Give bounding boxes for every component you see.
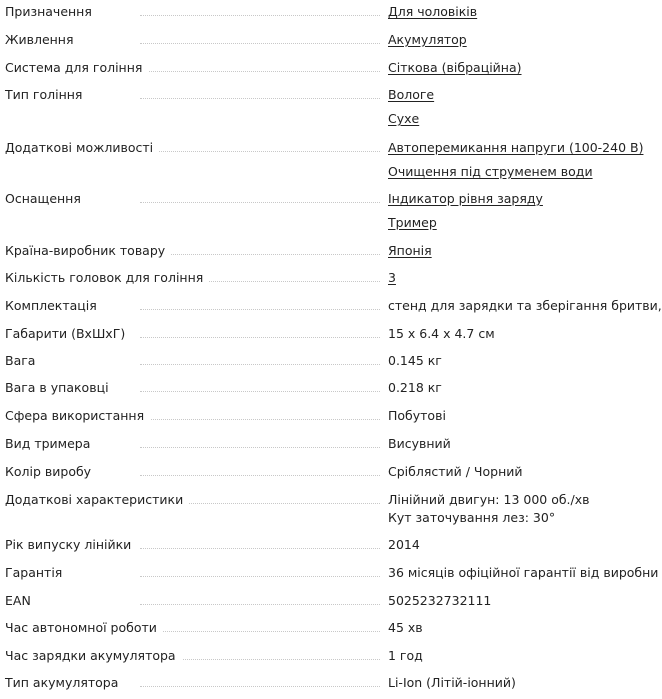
spec-values (388, 298, 662, 314)
dotted-leader (140, 98, 380, 99)
spec-values (388, 87, 618, 127)
spec-value: 36 місяців офіційної гарантії від виробни (388, 565, 659, 580)
spec-name (5, 380, 375, 396)
spec-name (5, 593, 375, 609)
spec-value-link[interactable]: Сухе (388, 111, 420, 126)
spec-name-label: Вага (5, 353, 41, 368)
spec-name-label: Сфера використання (5, 408, 150, 423)
spec-values (388, 537, 618, 553)
spec-name-label: Оснащення (5, 191, 87, 206)
spec-values (388, 60, 618, 76)
spec-values (388, 326, 618, 342)
spec-value: 45 хв (388, 620, 423, 635)
spec-name-label: Вага в упаковці (5, 380, 115, 395)
spec-values (388, 492, 618, 526)
dotted-leader (140, 151, 380, 152)
spec-value: Висувний (388, 436, 451, 451)
spec-name (5, 464, 375, 480)
spec-name (5, 243, 375, 259)
spec-values (388, 408, 618, 424)
spec-values (388, 675, 618, 691)
dotted-leader (140, 604, 380, 605)
dotted-leader (140, 71, 380, 72)
spec-name (5, 270, 375, 286)
spec-name (5, 648, 375, 664)
spec-name (5, 492, 375, 508)
dotted-leader (140, 391, 380, 392)
spec-values (388, 620, 618, 636)
spec-values (388, 140, 644, 180)
dotted-leader (140, 337, 380, 338)
spec-name (5, 565, 375, 581)
spec-value: Побутові (388, 408, 446, 423)
spec-value: 1 год (388, 648, 423, 663)
spec-value-link[interactable]: Японія (388, 243, 432, 258)
dotted-leader (140, 43, 380, 44)
spec-name (5, 620, 375, 636)
dotted-leader (140, 15, 380, 16)
spec-value-link[interactable]: 3 (388, 270, 396, 285)
spec-name (5, 408, 375, 424)
dotted-leader (140, 686, 380, 687)
dotted-leader (140, 576, 380, 577)
spec-name-label: Рік випуску лінійки (5, 537, 137, 552)
spec-value: 0.145 кг (388, 353, 442, 368)
spec-name (5, 87, 375, 103)
spec-name (5, 537, 375, 553)
spec-name-label: EAN (5, 593, 37, 608)
spec-name (5, 4, 375, 20)
spec-name (5, 675, 375, 691)
spec-value-link[interactable]: Індикатор рівня заряду (388, 191, 543, 206)
spec-values (388, 593, 618, 609)
dotted-leader (140, 309, 380, 310)
spec-name-label: Комплектація (5, 298, 103, 313)
spec-values (388, 380, 618, 396)
spec-name-label: Додаткові можливості (5, 140, 159, 155)
spec-name-label: Система для гоління (5, 60, 148, 75)
spec-value-link[interactable]: Автоперемикання напруги (100-240 В) (388, 140, 644, 155)
spec-name-label: Гарантія (5, 565, 68, 580)
spec-values (388, 32, 618, 48)
spec-value-link[interactable]: Для чоловіків (388, 4, 478, 19)
spec-name (5, 298, 375, 314)
spec-name-label: Габарити (ВхШхГ) (5, 326, 131, 341)
spec-values (388, 191, 618, 231)
spec-value: Li-Ion (Літій-іонний) (388, 675, 516, 690)
spec-values (388, 648, 618, 664)
dotted-leader (140, 475, 380, 476)
spec-name-label: Колір виробу (5, 464, 97, 479)
spec-name-label: Час зарядки акумулятора (5, 648, 182, 663)
spec-value: 5025232732111 (388, 593, 492, 608)
spec-value: стенд для зарядки та зберігання бритви, (388, 298, 662, 313)
spec-value-link[interactable]: Вологе (388, 87, 435, 102)
spec-values (388, 4, 618, 20)
dotted-leader (140, 631, 380, 632)
spec-value: Сріблястий / Чорний (388, 464, 523, 479)
spec-value-link[interactable]: Тример (388, 215, 437, 230)
spec-value-link[interactable]: Сіткова (вібраційна) (388, 60, 522, 75)
spec-name (5, 191, 375, 207)
spec-name (5, 436, 375, 452)
spec-name-label: Тип акумулятора (5, 675, 124, 690)
spec-name-label: Країна-виробник товару (5, 243, 171, 258)
spec-name-label: Призначення (5, 4, 98, 19)
spec-name-label: Тип гоління (5, 87, 88, 102)
spec-name (5, 326, 375, 342)
spec-name-label: Додаткові характеристики (5, 492, 189, 507)
spec-name (5, 60, 375, 76)
spec-value-link[interactable]: Очищення під струменем води (388, 164, 593, 179)
spec-name (5, 353, 375, 369)
spec-name-label: Кількість головок для гоління (5, 270, 209, 285)
dotted-leader (140, 447, 380, 448)
spec-value: Кут заточування лез: 30° (388, 510, 556, 525)
dotted-leader (140, 548, 380, 549)
spec-value: 2014 (388, 537, 420, 552)
dotted-leader (140, 364, 380, 365)
spec-values (388, 565, 659, 581)
spec-values (388, 270, 618, 286)
spec-values (388, 353, 618, 369)
spec-values (388, 243, 618, 259)
spec-name (5, 32, 375, 48)
spec-value: Лінійний двигун: 13 000 об./хв (388, 492, 590, 507)
dotted-leader (140, 254, 380, 255)
spec-value: 15 x 6.4 x 4.7 см (388, 326, 495, 341)
dotted-leader (140, 419, 380, 420)
spec-value: 0.218 кг (388, 380, 442, 395)
spec-values (388, 436, 618, 452)
spec-name (5, 140, 375, 156)
spec-values (388, 464, 618, 480)
spec-value-link[interactable]: Акумулятор (388, 32, 467, 47)
dotted-leader (140, 202, 380, 203)
spec-name-label: Час автономної роботи (5, 620, 163, 635)
spec-name-label: Вид тримера (5, 436, 96, 451)
spec-name-label: Живлення (5, 32, 80, 47)
